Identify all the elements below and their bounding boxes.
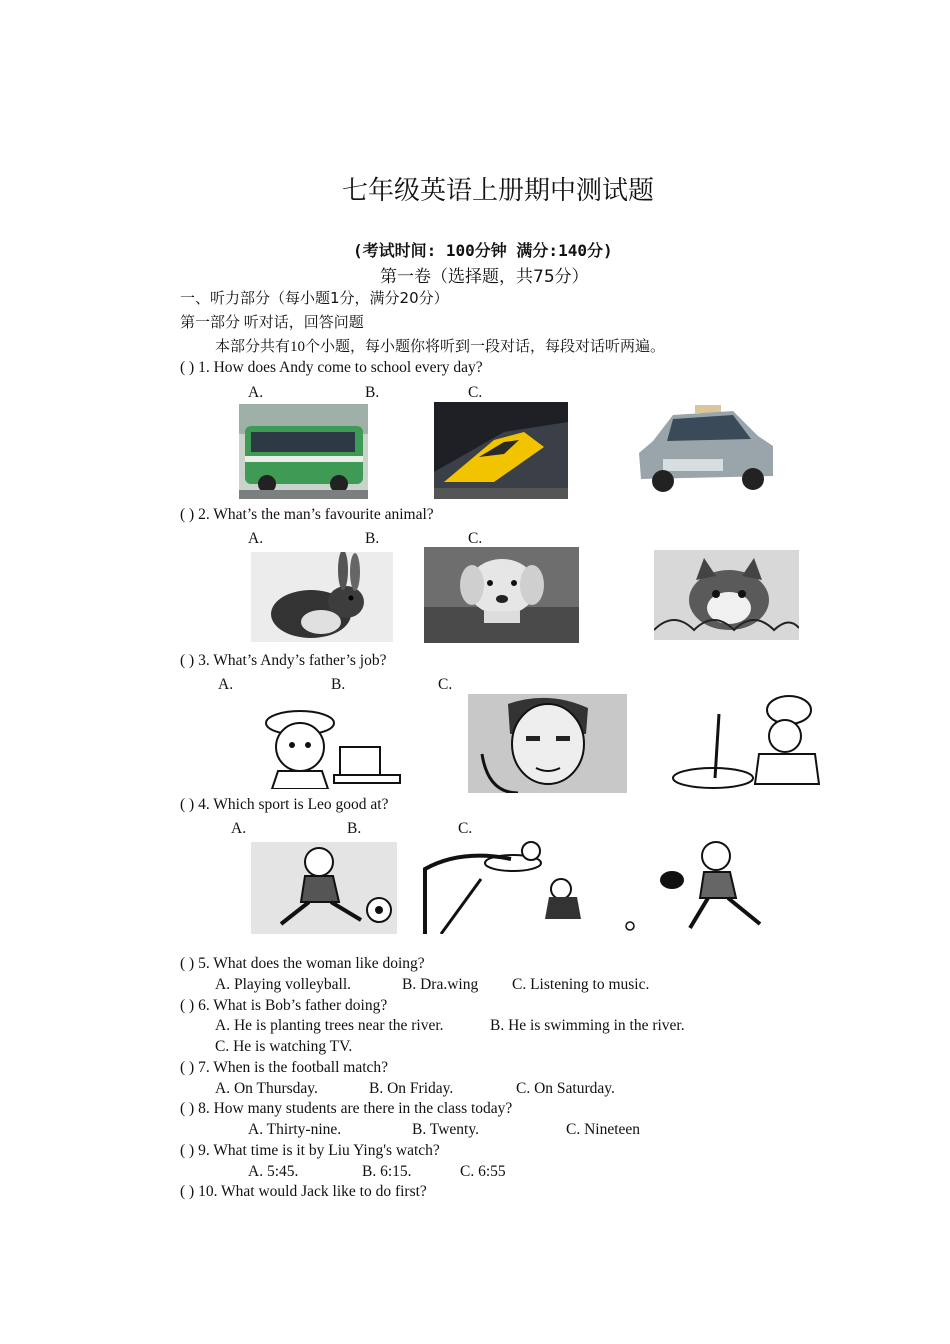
- question-text: 5. What does the woman like doing?: [198, 955, 425, 972]
- question-text: 9. What time is it by Liu Ying's watch?: [198, 1142, 440, 1159]
- answer-blank: ( ): [180, 506, 195, 523]
- option-label: B.: [365, 530, 380, 547]
- doctor-icon: [468, 694, 627, 793]
- option-label: A.: [248, 530, 264, 547]
- question-1: [180, 359, 483, 377]
- option-label: B. 6:15.: [362, 1163, 412, 1180]
- option-label: C. 6:55: [460, 1163, 506, 1180]
- question-text: 10. What would Jack like to do first?: [198, 1183, 427, 1200]
- question-4: [180, 796, 389, 814]
- question-10: [180, 1183, 427, 1201]
- question-text: 4. Which sport is Leo good at?: [198, 796, 389, 813]
- ping-pong-icon: [620, 836, 798, 933]
- option-label: A. He is planting trees near the river.: [215, 1017, 444, 1034]
- question-9: [180, 1142, 440, 1160]
- answer-blank: ( ): [180, 359, 195, 376]
- question-text: 3. What’s Andy’s father’s job?: [198, 652, 387, 669]
- question-text: 1. How does Andy come to school every day?: [198, 359, 483, 376]
- cook-icon: [669, 694, 843, 793]
- option-label: A.: [218, 676, 234, 693]
- option-label: A. Playing volleyball.: [215, 976, 352, 993]
- answer-blank: ( ): [180, 1183, 195, 1200]
- cat-icon: [654, 550, 799, 640]
- question-text: 8. How many students are there in the class today?: [198, 1100, 513, 1117]
- question-2: [180, 506, 434, 524]
- answer-blank: ( ): [180, 1100, 195, 1117]
- question-5: [180, 955, 425, 973]
- answer-blank: ( ): [180, 796, 195, 813]
- answer-blank: ( ): [180, 997, 195, 1014]
- option-label: C.: [458, 820, 473, 837]
- page-title: 七年级英语上册期中测试题: [341, 176, 654, 206]
- exam-info: (考试时间: 100分钟 满分:140分): [353, 241, 613, 260]
- taxi-icon: [633, 401, 776, 496]
- option-label: A. 5:45.: [248, 1163, 299, 1180]
- part-heading: 第一部分 听对话，回答问题: [180, 315, 364, 331]
- dog-icon: [424, 547, 579, 643]
- policeman-icon: [248, 705, 404, 789]
- question-text: 2. What’s the man’s favourite animal?: [198, 506, 434, 523]
- option-label: C. He is watching TV.: [215, 1038, 353, 1055]
- question-6: [180, 997, 387, 1015]
- option-label: B. Dra.wing: [402, 976, 479, 993]
- option-label: C. Listening to music.: [512, 976, 650, 993]
- question-8: [180, 1100, 512, 1118]
- option-label: A.: [248, 384, 264, 401]
- question-7: [180, 1059, 388, 1077]
- option-label: A. Thirty-nine.: [248, 1121, 342, 1138]
- instructions: 本部分共有10个小题，每小题你将听到一段对话，每段对话听两遍。: [215, 339, 666, 355]
- option-label: C. Nineteen: [566, 1121, 641, 1138]
- question-3: [180, 652, 387, 670]
- volume-heading: 第一卷（选择题，共75分）: [380, 267, 589, 287]
- option-label: C. On Saturday.: [516, 1080, 615, 1097]
- football-icon: [251, 842, 397, 934]
- train-icon: [434, 402, 568, 499]
- basketball-icon: [421, 839, 599, 934]
- option-label: B. Twenty.: [412, 1121, 479, 1138]
- option-label: B.: [347, 820, 362, 837]
- option-label: C.: [468, 530, 483, 547]
- answer-blank: ( ): [180, 955, 195, 972]
- option-label: A. On Thursday.: [215, 1080, 318, 1097]
- question-text: 7. When is the football match?: [198, 1059, 389, 1076]
- answer-blank: ( ): [180, 1142, 195, 1159]
- option-label: C.: [438, 676, 453, 693]
- option-label: C.: [468, 384, 483, 401]
- rabbit-icon: [251, 552, 393, 642]
- option-label: B.: [365, 384, 380, 401]
- answer-blank: ( ): [180, 1059, 195, 1076]
- section-heading: 一、听力部分（每小题1分，满分20分）: [180, 289, 449, 307]
- option-label: A.: [231, 820, 247, 837]
- option-label: B. On Friday.: [369, 1080, 454, 1097]
- option-label: B.: [331, 676, 346, 693]
- question-text: 6. What is Bob’s father doing?: [198, 997, 388, 1014]
- option-label: B. He is swimming in the river.: [490, 1017, 685, 1034]
- answer-blank: ( ): [180, 652, 195, 669]
- bus-icon: [239, 404, 368, 499]
